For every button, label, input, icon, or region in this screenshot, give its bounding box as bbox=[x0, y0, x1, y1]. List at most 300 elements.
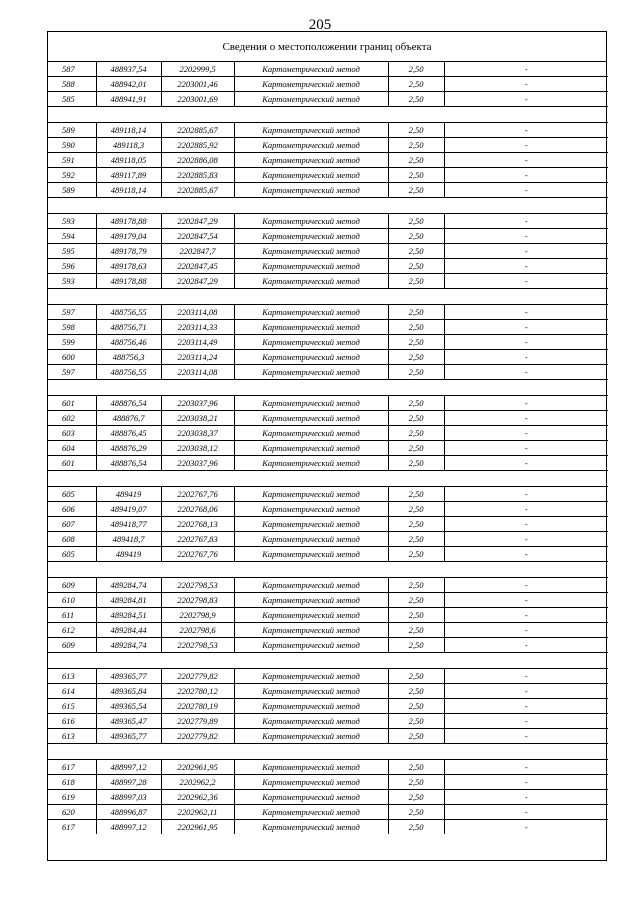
table-row bbox=[48, 411, 608, 426]
precision-value: 2,50 bbox=[388, 441, 444, 456]
precision-value: 2,50 bbox=[388, 123, 444, 138]
table-row bbox=[48, 244, 608, 259]
separator-cell bbox=[48, 562, 608, 578]
precision-value: 2,50 bbox=[388, 532, 444, 547]
determination-method: Картометрический метод bbox=[234, 547, 388, 562]
coordinate-x: 488756,71 bbox=[96, 320, 161, 335]
precision-value: 2,50 bbox=[388, 426, 444, 441]
coordinate-y: 2202767,83 bbox=[161, 532, 234, 547]
table-row bbox=[48, 699, 608, 714]
table-row bbox=[48, 214, 608, 229]
point-number: 616 bbox=[48, 714, 96, 729]
coordinate-y: 2203037,96 bbox=[161, 396, 234, 411]
coordinate-x: 489178,88 bbox=[96, 274, 161, 289]
coordinate-x: 489365,84 bbox=[96, 684, 161, 699]
separator-cell bbox=[48, 380, 608, 396]
description-value: - bbox=[444, 532, 608, 547]
description-value: - bbox=[444, 138, 608, 153]
description-value: - bbox=[444, 502, 608, 517]
precision-value: 2,50 bbox=[388, 335, 444, 350]
description-value: - bbox=[444, 244, 608, 259]
table-row bbox=[48, 578, 608, 593]
precision-value: 2,50 bbox=[388, 214, 444, 229]
table-row bbox=[48, 790, 608, 805]
table-row bbox=[48, 456, 608, 471]
precision-value: 2,50 bbox=[388, 168, 444, 183]
determination-method: Картометрический метод bbox=[234, 138, 388, 153]
coordinate-x: 489178,79 bbox=[96, 244, 161, 259]
coordinate-y: 2202885,83 bbox=[161, 168, 234, 183]
description-value: - bbox=[444, 350, 608, 365]
description-value: - bbox=[444, 699, 608, 714]
precision-value: 2,50 bbox=[388, 547, 444, 562]
table-row bbox=[48, 532, 608, 547]
description-value: - bbox=[444, 623, 608, 638]
coordinate-y: 2203037,96 bbox=[161, 456, 234, 471]
description-value: - bbox=[444, 684, 608, 699]
precision-value: 2,50 bbox=[388, 259, 444, 274]
point-number: 605 bbox=[48, 487, 96, 502]
determination-method: Картометрический метод bbox=[234, 350, 388, 365]
table-row bbox=[48, 92, 608, 107]
coordinate-y: 2202767,76 bbox=[161, 487, 234, 502]
coordinate-x: 488937,54 bbox=[96, 62, 161, 77]
description-value: - bbox=[444, 274, 608, 289]
precision-value: 2,50 bbox=[388, 729, 444, 744]
description-value: - bbox=[444, 62, 608, 77]
coordinate-x: 489118,3 bbox=[96, 138, 161, 153]
coordinate-y: 2202885,67 bbox=[161, 123, 234, 138]
coordinate-x: 488997,12 bbox=[96, 820, 161, 835]
coordinate-y: 2202798,53 bbox=[161, 578, 234, 593]
precision-value: 2,50 bbox=[388, 274, 444, 289]
separator-cell bbox=[48, 107, 608, 123]
precision-value: 2,50 bbox=[388, 92, 444, 107]
coordinate-y: 2203114,24 bbox=[161, 350, 234, 365]
table-row bbox=[48, 62, 608, 77]
description-value: - bbox=[444, 214, 608, 229]
coordinate-y: 2202847,29 bbox=[161, 274, 234, 289]
coordinate-x: 489178,88 bbox=[96, 214, 161, 229]
coordinates-table bbox=[48, 62, 608, 834]
determination-method: Картометрический метод bbox=[234, 760, 388, 775]
separator-cell bbox=[48, 744, 608, 760]
point-number: 614 bbox=[48, 684, 96, 699]
coordinate-x: 488756,55 bbox=[96, 365, 161, 380]
description-value: - bbox=[444, 92, 608, 107]
point-number: 595 bbox=[48, 244, 96, 259]
table-row bbox=[48, 593, 608, 608]
precision-value: 2,50 bbox=[388, 669, 444, 684]
separator-cell bbox=[48, 653, 608, 669]
determination-method: Картометрический метод bbox=[234, 153, 388, 168]
determination-method: Картометрический метод bbox=[234, 820, 388, 835]
determination-method: Картометрический метод bbox=[234, 62, 388, 77]
determination-method: Картометрический метод bbox=[234, 714, 388, 729]
table-row bbox=[48, 805, 608, 820]
determination-method: Картометрический метод bbox=[234, 487, 388, 502]
coordinates-table-body bbox=[48, 62, 608, 834]
description-value: - bbox=[444, 259, 608, 274]
point-number: 594 bbox=[48, 229, 96, 244]
precision-value: 2,50 bbox=[388, 62, 444, 77]
determination-method: Картометрический метод bbox=[234, 274, 388, 289]
coordinate-x: 488876,54 bbox=[96, 456, 161, 471]
coordinate-y: 2202768,13 bbox=[161, 517, 234, 532]
coordinate-x: 489118,14 bbox=[96, 123, 161, 138]
table-row bbox=[48, 320, 608, 335]
precision-value: 2,50 bbox=[388, 699, 444, 714]
precision-value: 2,50 bbox=[388, 456, 444, 471]
table-row bbox=[48, 714, 608, 729]
determination-method: Картометрический метод bbox=[234, 775, 388, 790]
coordinate-x: 488876,7 bbox=[96, 411, 161, 426]
precision-value: 2,50 bbox=[388, 760, 444, 775]
description-value: - bbox=[444, 593, 608, 608]
point-number: 587 bbox=[62, 64, 75, 74]
separator-cell bbox=[48, 471, 608, 487]
precision-value: 2,50 bbox=[388, 578, 444, 593]
table-row bbox=[48, 729, 608, 744]
determination-method: Картометрический метод bbox=[234, 517, 388, 532]
determination-method: Картометрический метод bbox=[234, 790, 388, 805]
coordinate-x: 489117,89 bbox=[96, 168, 161, 183]
table-row bbox=[48, 517, 608, 532]
determination-method: Картометрический метод bbox=[234, 305, 388, 320]
coordinate-y: 2202780,19 bbox=[161, 699, 234, 714]
coordinate-x: 489418,77 bbox=[96, 517, 161, 532]
coordinate-y: 2202798,53 bbox=[161, 638, 234, 653]
point-number: 612 bbox=[48, 623, 96, 638]
determination-method: Картометрический метод bbox=[234, 244, 388, 259]
precision-value: 2,50 bbox=[388, 77, 444, 92]
coordinate-y: 2202779,82 bbox=[161, 729, 234, 744]
precision-value: 2,50 bbox=[388, 396, 444, 411]
determination-method: Картометрический метод bbox=[234, 229, 388, 244]
table-row bbox=[48, 168, 608, 183]
coordinate-x: 489419 bbox=[96, 487, 161, 502]
point-number: 590 bbox=[48, 138, 96, 153]
description-value: - bbox=[444, 547, 608, 562]
point-number: 600 bbox=[48, 350, 96, 365]
point-number: 613 bbox=[48, 669, 96, 684]
coordinate-x: 489284,44 bbox=[96, 623, 161, 638]
description-value: - bbox=[444, 790, 608, 805]
table-row bbox=[48, 638, 608, 653]
coordinate-x: 488876,45 bbox=[96, 426, 161, 441]
precision-value: 2,50 bbox=[388, 502, 444, 517]
point-number: 617 bbox=[48, 760, 96, 775]
description-value: - bbox=[444, 517, 608, 532]
point-number: 606 bbox=[48, 502, 96, 517]
determination-method: Картометрический метод bbox=[234, 396, 388, 411]
determination-method: Картометрический метод bbox=[234, 593, 388, 608]
table-row bbox=[48, 396, 608, 411]
description-value: - bbox=[444, 669, 608, 684]
point-number: 619 bbox=[48, 790, 96, 805]
description-value: - bbox=[444, 805, 608, 820]
precision-value: 2,50 bbox=[388, 487, 444, 502]
coordinate-x: 488997,12 bbox=[96, 760, 161, 775]
description-value: - bbox=[444, 760, 608, 775]
coordinate-x: 489365,77 bbox=[96, 729, 161, 744]
precision-value: 2,50 bbox=[388, 638, 444, 653]
point-number: 593 bbox=[48, 214, 96, 229]
page-number: 205 bbox=[308, 17, 332, 33]
description-value: - bbox=[444, 123, 608, 138]
description-value: - bbox=[444, 820, 608, 835]
table-title: Сведения о местоположении границ объекта bbox=[48, 32, 606, 62]
point-number: 605 bbox=[48, 547, 96, 562]
table-row bbox=[48, 138, 608, 153]
precision-value: 2,50 bbox=[388, 805, 444, 820]
point-number: 604 bbox=[48, 441, 96, 456]
precision-value: 2,50 bbox=[388, 623, 444, 638]
coordinate-y: 2202779,89 bbox=[161, 714, 234, 729]
determination-method: Картометрический метод bbox=[234, 92, 388, 107]
point-number: 618 bbox=[48, 775, 96, 790]
precision-value: 2,50 bbox=[388, 153, 444, 168]
group-separator bbox=[48, 653, 608, 669]
determination-method: Картометрический метод bbox=[234, 729, 388, 744]
point-number: 607 bbox=[48, 517, 96, 532]
coordinate-y: 2203001,69 bbox=[161, 92, 234, 107]
table-row bbox=[48, 760, 608, 775]
determination-method: Картометрический метод bbox=[234, 638, 388, 653]
table-row bbox=[48, 669, 608, 684]
coordinate-y: 2202798,6 bbox=[161, 623, 234, 638]
group-separator bbox=[48, 744, 608, 760]
group-separator bbox=[48, 380, 608, 396]
determination-method: Картометрический метод bbox=[234, 168, 388, 183]
point-number: 601 bbox=[48, 396, 96, 411]
table-row bbox=[48, 153, 608, 168]
determination-method: Картометрический метод bbox=[234, 623, 388, 638]
precision-value: 2,50 bbox=[388, 350, 444, 365]
description-value: - bbox=[444, 335, 608, 350]
description-value: - bbox=[444, 578, 608, 593]
description-value: - bbox=[444, 426, 608, 441]
coordinate-x: 489284,81 bbox=[96, 593, 161, 608]
description-value: - bbox=[444, 305, 608, 320]
coordinate-y: 2202847,54 bbox=[161, 229, 234, 244]
coordinate-y: 2202962,11 bbox=[161, 805, 234, 820]
description-value: - bbox=[444, 441, 608, 456]
point-number: 597 bbox=[48, 365, 96, 380]
group-separator bbox=[48, 107, 608, 123]
coordinate-y: 2202847,45 bbox=[161, 259, 234, 274]
point-number: 603 bbox=[48, 426, 96, 441]
determination-method: Картометрический метод bbox=[234, 426, 388, 441]
table-row bbox=[48, 305, 608, 320]
determination-method: Картометрический метод bbox=[234, 214, 388, 229]
coordinate-x: 489179,04 bbox=[96, 229, 161, 244]
precision-value: 2,50 bbox=[388, 820, 444, 835]
coordinate-x: 488876,29 bbox=[96, 441, 161, 456]
coordinate-y: 2202779,82 bbox=[161, 669, 234, 684]
coordinate-x: 489419,07 bbox=[96, 502, 161, 517]
determination-method: Картометрический метод bbox=[234, 365, 388, 380]
table-row bbox=[48, 820, 608, 835]
determination-method: Картометрический метод bbox=[234, 608, 388, 623]
point-number: 588 bbox=[48, 77, 96, 92]
precision-value: 2,50 bbox=[388, 305, 444, 320]
determination-method: Картометрический метод bbox=[234, 669, 388, 684]
description-value: - bbox=[444, 608, 608, 623]
table-row bbox=[48, 335, 608, 350]
point-number: 610 bbox=[48, 593, 96, 608]
coordinate-x: 489284,51 bbox=[96, 608, 161, 623]
table-row bbox=[48, 350, 608, 365]
coordinate-y: 2202780,12 bbox=[161, 684, 234, 699]
precision-value: 2,50 bbox=[388, 411, 444, 426]
separator-cell bbox=[48, 289, 608, 305]
coordinate-y: 2202885,92 bbox=[161, 138, 234, 153]
precision-value: 2,50 bbox=[388, 775, 444, 790]
table-row bbox=[48, 547, 608, 562]
point-number: 591 bbox=[48, 153, 96, 168]
precision-value: 2,50 bbox=[388, 183, 444, 198]
determination-method: Картометрический метод bbox=[234, 123, 388, 138]
determination-method: Картометрический метод bbox=[234, 684, 388, 699]
determination-method: Картометрический метод bbox=[234, 320, 388, 335]
precision-value: 2,50 bbox=[388, 320, 444, 335]
group-separator bbox=[48, 289, 608, 305]
table-row bbox=[48, 229, 608, 244]
point-number: 596 bbox=[48, 259, 96, 274]
coordinate-y: 2202767,76 bbox=[161, 547, 234, 562]
coordinate-y: 2203114,08 bbox=[161, 305, 234, 320]
point-number: 609 bbox=[48, 578, 96, 593]
table-row bbox=[48, 259, 608, 274]
coordinate-y: 2203038,21 bbox=[161, 411, 234, 426]
coordinate-x: 488941,91 bbox=[96, 92, 161, 107]
determination-method: Картометрический метод bbox=[234, 335, 388, 350]
coordinate-x: 488756,46 bbox=[96, 335, 161, 350]
table-row bbox=[48, 426, 608, 441]
table-row bbox=[48, 502, 608, 517]
coordinate-y: 2202999,5 bbox=[161, 62, 234, 77]
point-number: 611 bbox=[48, 608, 96, 623]
table-row bbox=[48, 77, 608, 92]
coordinate-x: 489365,77 bbox=[96, 669, 161, 684]
point-number: 592 bbox=[48, 168, 96, 183]
precision-value: 2,50 bbox=[388, 229, 444, 244]
determination-method: Картометрический метод bbox=[234, 532, 388, 547]
coordinate-y: 2202885,67 bbox=[161, 183, 234, 198]
coordinate-y: 2203038,37 bbox=[161, 426, 234, 441]
coordinate-x: 488996,87 bbox=[96, 805, 161, 820]
coordinate-y: 2202847,29 bbox=[161, 214, 234, 229]
description-value: - bbox=[444, 638, 608, 653]
coordinate-y: 2202962,36 bbox=[161, 790, 234, 805]
point-number: 589 bbox=[48, 183, 96, 198]
point-number: 602 bbox=[48, 411, 96, 426]
description-value: - bbox=[444, 411, 608, 426]
determination-method: Картометрический метод bbox=[234, 699, 388, 714]
point-number: 593 bbox=[48, 274, 96, 289]
determination-method: Картометрический метод bbox=[234, 441, 388, 456]
description-value: - bbox=[444, 229, 608, 244]
point-number: 597 bbox=[48, 305, 96, 320]
coordinate-x: 488942,01 bbox=[96, 77, 161, 92]
point-number: 615 bbox=[48, 699, 96, 714]
precision-value: 2,50 bbox=[388, 593, 444, 608]
coordinate-x: 489418,7 bbox=[96, 532, 161, 547]
point-number: 585 bbox=[48, 92, 96, 107]
coordinate-x: 489284,74 bbox=[96, 638, 161, 653]
point-number: 601 bbox=[48, 456, 96, 471]
table-row bbox=[48, 608, 608, 623]
description-value: - bbox=[444, 456, 608, 471]
determination-method: Картометрический метод bbox=[234, 183, 388, 198]
description-value: - bbox=[444, 729, 608, 744]
table-row bbox=[48, 123, 608, 138]
coordinate-y: 2203114,49 bbox=[161, 335, 234, 350]
description-value: - bbox=[444, 775, 608, 790]
coordinate-y: 2202961,95 bbox=[161, 760, 234, 775]
description-value: - bbox=[444, 365, 608, 380]
coordinate-x: 488997,03 bbox=[96, 790, 161, 805]
coordinate-y: 2203001,46 bbox=[161, 77, 234, 92]
point-number: 609 bbox=[48, 638, 96, 653]
coordinate-y: 2202798,9 bbox=[161, 608, 234, 623]
table-row bbox=[48, 183, 608, 198]
determination-method: Картометрический метод bbox=[234, 805, 388, 820]
coordinate-y: 2203114,08 bbox=[161, 365, 234, 380]
table-row bbox=[48, 775, 608, 790]
coordinate-y: 2203114,33 bbox=[161, 320, 234, 335]
boundary-table-frame bbox=[47, 31, 607, 861]
description-value: - bbox=[444, 183, 608, 198]
determination-method: Картометрический метод bbox=[234, 578, 388, 593]
description-value: - bbox=[444, 396, 608, 411]
precision-value: 2,50 bbox=[388, 138, 444, 153]
determination-method: Картометрический метод bbox=[234, 456, 388, 471]
coordinate-x: 489118,05 bbox=[96, 153, 161, 168]
group-separator bbox=[48, 562, 608, 578]
determination-method: Картометрический метод bbox=[234, 259, 388, 274]
coordinate-y: 2202847,7 bbox=[161, 244, 234, 259]
description-value: - bbox=[444, 714, 608, 729]
table-row bbox=[48, 623, 608, 638]
coordinate-x: 489365,54 bbox=[96, 699, 161, 714]
table-row bbox=[48, 365, 608, 380]
point-number: 599 bbox=[48, 335, 96, 350]
coordinate-x: 488756,3 bbox=[96, 350, 161, 365]
description-value: - bbox=[444, 153, 608, 168]
point-number: 598 bbox=[48, 320, 96, 335]
precision-value: 2,50 bbox=[388, 714, 444, 729]
table-row bbox=[48, 274, 608, 289]
precision-value: 2,50 bbox=[388, 517, 444, 532]
determination-method: Картометрический метод bbox=[234, 77, 388, 92]
precision-value: 2,50 bbox=[388, 684, 444, 699]
coordinate-x: 488756,55 bbox=[96, 305, 161, 320]
point-number: 620 bbox=[48, 805, 96, 820]
precision-value: 2,50 bbox=[388, 608, 444, 623]
coordinate-x: 489419 bbox=[96, 547, 161, 562]
determination-method: Картометрический метод bbox=[234, 411, 388, 426]
coordinate-y: 2202962,2 bbox=[161, 775, 234, 790]
separator-cell bbox=[48, 198, 608, 214]
table-row bbox=[48, 684, 608, 699]
group-separator bbox=[48, 198, 608, 214]
precision-value: 2,50 bbox=[388, 244, 444, 259]
point-number: 613 bbox=[48, 729, 96, 744]
table-row bbox=[48, 487, 608, 502]
description-value: - bbox=[444, 77, 608, 92]
